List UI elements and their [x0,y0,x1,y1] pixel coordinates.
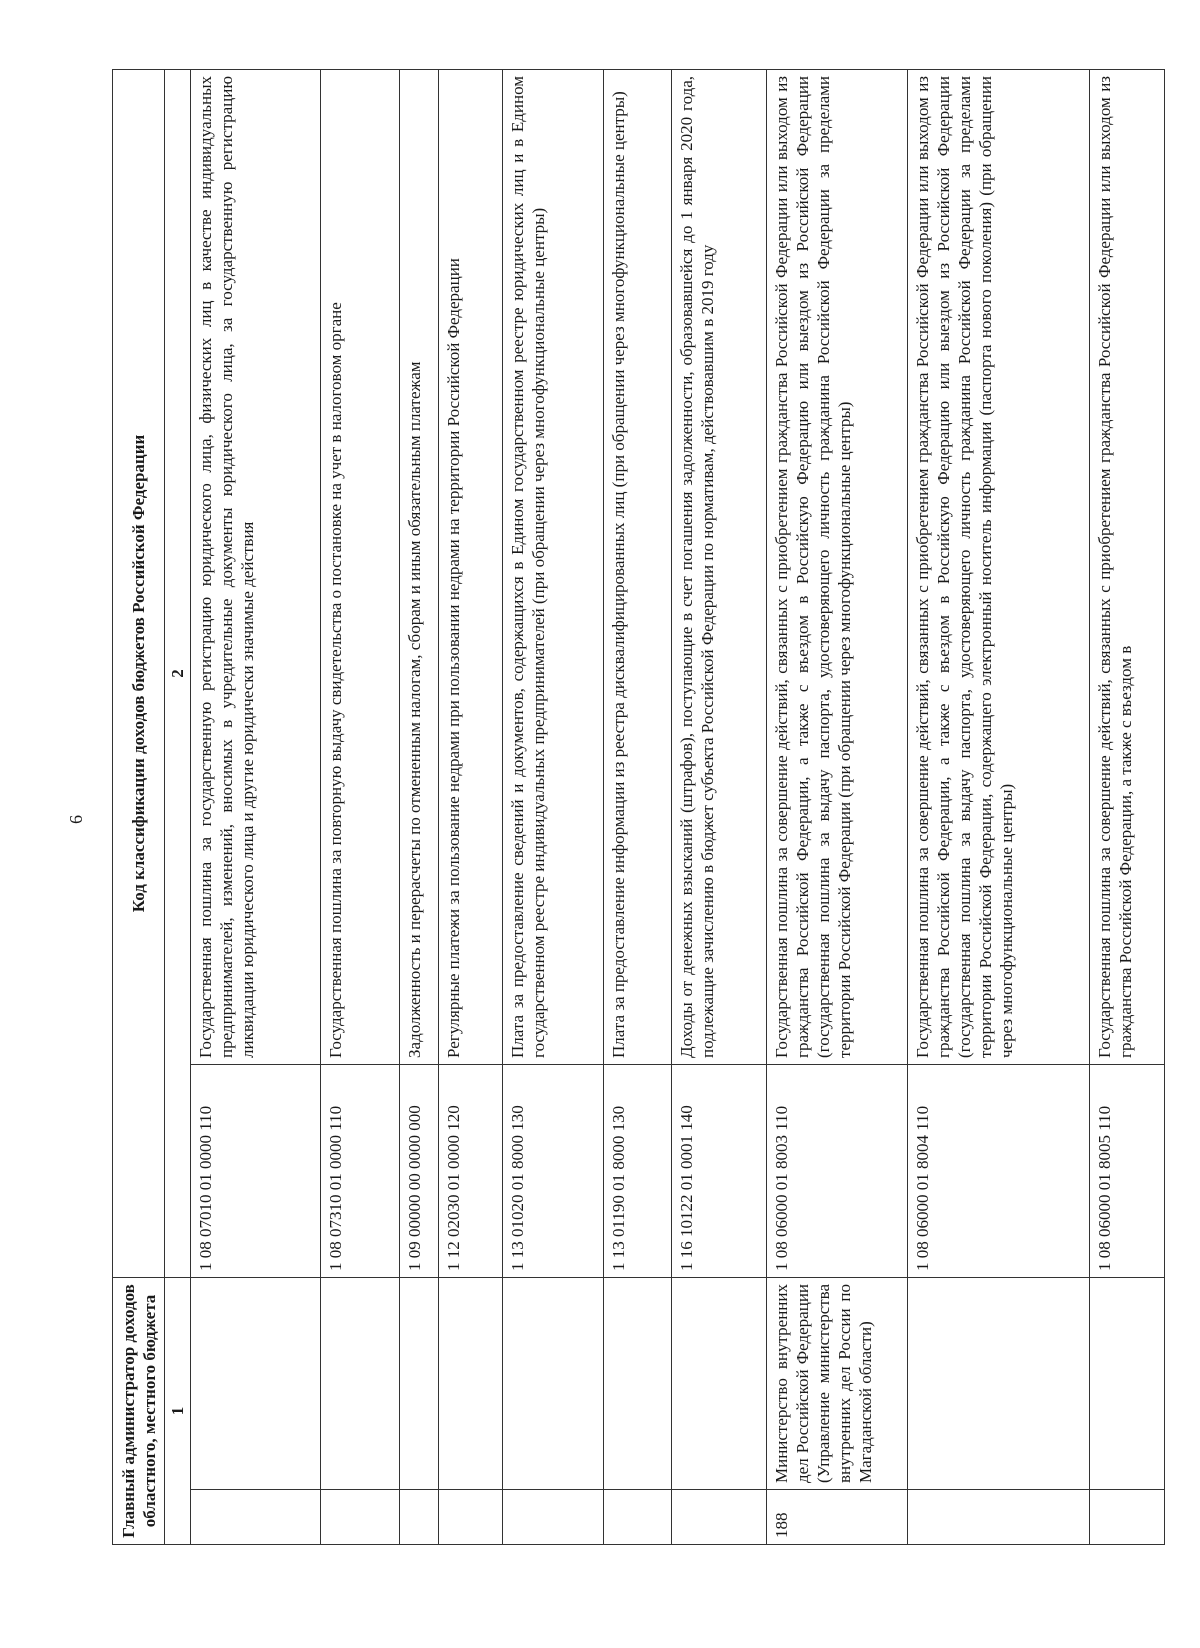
code-cell: 1 16 10122 01 0001 140 [672,1064,767,1277]
admin-code-cell: 188 [766,1490,907,1545]
code-cell: 1 08 06000 01 8004 110 [907,1064,1089,1277]
table-row [907,69,1089,1544]
admin-name-cell [503,1277,604,1489]
admin-name-cell [399,1277,439,1489]
code-cell: 1 13 01020 01 8000 130 [503,1064,604,1277]
admin-name-cell [672,1277,767,1489]
description-cell: Государственная пошлина за совершение действий, связанных с приобретением гражданства Российской Федерации или выходом из гражданства Российской Федерации, а также с въездом в [1090,69,1165,1064]
admin-code-cell [399,1490,439,1545]
code-cell: 1 08 06000 01 8003 110 [766,1064,907,1277]
admin-name-cell [439,1277,503,1489]
table-row [320,69,399,1544]
admin-code-cell [191,1490,321,1545]
table-row [672,69,767,1544]
admin-code-cell [604,1490,672,1545]
admin-code-cell [672,1490,767,1545]
description-cell: Государственная пошлина за повторную выдачу свидетельства о постановке на учет в налоговом органе [320,69,399,1064]
admin-name-cell [907,1277,1089,1489]
description-cell: Регулярные платежи за пользование недрами при пользовании недрами на территории Российской Федерации [439,69,503,1064]
admin-name-cell: Министерство внутренних дел Российской Федерации (Управление министерства внутренних дел России по Магаданской области) [766,1277,907,1489]
code-cell: 1 08 06000 01 8005 110 [1090,1064,1165,1277]
code-cell: 1 13 01190 01 8000 130 [604,1064,672,1277]
admin-code-cell [907,1490,1089,1545]
description-cell: Государственная пошлина за государственную регистрацию юридического лица, физических лиц в качестве индивидуальных предпринимателей, изменений, вносимых в учредительные документы юридического лица, за государственную регистрацию ликвидации юридического лица и другие юридически значимые действия [191,69,321,1064]
admin-name-cell [320,1277,399,1489]
table-row [766,69,907,1544]
table-row [503,69,604,1544]
description-cell: Государственная пошлина за совершение действий, связанных с приобретением гражданства Российской Федерации или выходом из гражданства Российской Федерации, а также с въездом в Российскую Федерацию или выездом из Российской Федерации (государственная пошлина за выдачу паспорта, удостоверяющего личность гражданина Российской Федерации за пределами территории Российской Федерации (при обращении через многофункциональные центры) [766,69,907,1064]
table-row [1090,69,1165,1544]
header-code: Код классификации доходов бюджетов Российской Федерации [113,69,165,1277]
description-cell: Государственная пошлина за совершение действий, связанных с приобретением гражданства Российской Федерации или выходом из гражданства Российской Федерации, а также с въездом в Российскую Федерацию или выездом из Российской Федерации (государственная пошлина за выдачу паспорта, удостоверяющего личность гражданина Российской Федерации за пределами территории Российской Федерации, содержащего электронный носитель информации (паспорта нового поколения) (при обращении через многофункциональные центры) [907,69,1089,1064]
table-row [439,69,503,1544]
header-col-number-2: 2 [165,69,191,1277]
table-row [191,69,321,1544]
description-cell: Плата за предоставление информации из реестра дисквалифицированных лиц (при обращении через многофункциональные центры) [604,69,672,1064]
table-row [604,69,672,1544]
description-cell: Доходы от денежных взысканий (штрафов), поступающие в счет погашения задолженности, образовавшейся до 1 января 2020 года, подлежащие зачислению в бюджет субъекта Российской Федерации по нормативам, действовавшим в 2019 году [672,69,767,1064]
code-cell: 1 08 07010 01 0000 110 [191,1064,321,1277]
admin-code-cell [1090,1490,1165,1545]
header-col-number-1: 1 [165,1277,191,1544]
admin-code-cell [503,1490,604,1545]
admin-name-cell [604,1277,672,1489]
admin-name-cell [191,1277,321,1489]
code-cell: 1 09 00000 00 0000 000 [399,1064,439,1277]
admin-name-cell [1090,1277,1165,1489]
header-admin: Главный администратор доходов областного, местного бюджета [113,1277,165,1544]
admin-code-cell [320,1490,399,1545]
table-row [399,69,439,1544]
document-rotated-content [112,70,1165,1545]
admin-code-cell [439,1490,503,1545]
description-cell: Плата за предоставление сведений и документов, содержащихся в Едином государственном реестре юридических лиц и в Едином государственном реестре индивидуальных предпринимателей (при обращении через многофункциональные центры) [503,69,604,1064]
description-cell: Задолженность и перерасчеты по отмененным налогам, сборам и иным обязательным платежам [399,69,439,1064]
revenue-classification-table [112,69,1165,1545]
code-cell: 1 08 07310 01 0000 110 [320,1064,399,1277]
page-number: 6 [66,815,86,824]
code-cell: 1 12 02030 01 0000 120 [439,1064,503,1277]
